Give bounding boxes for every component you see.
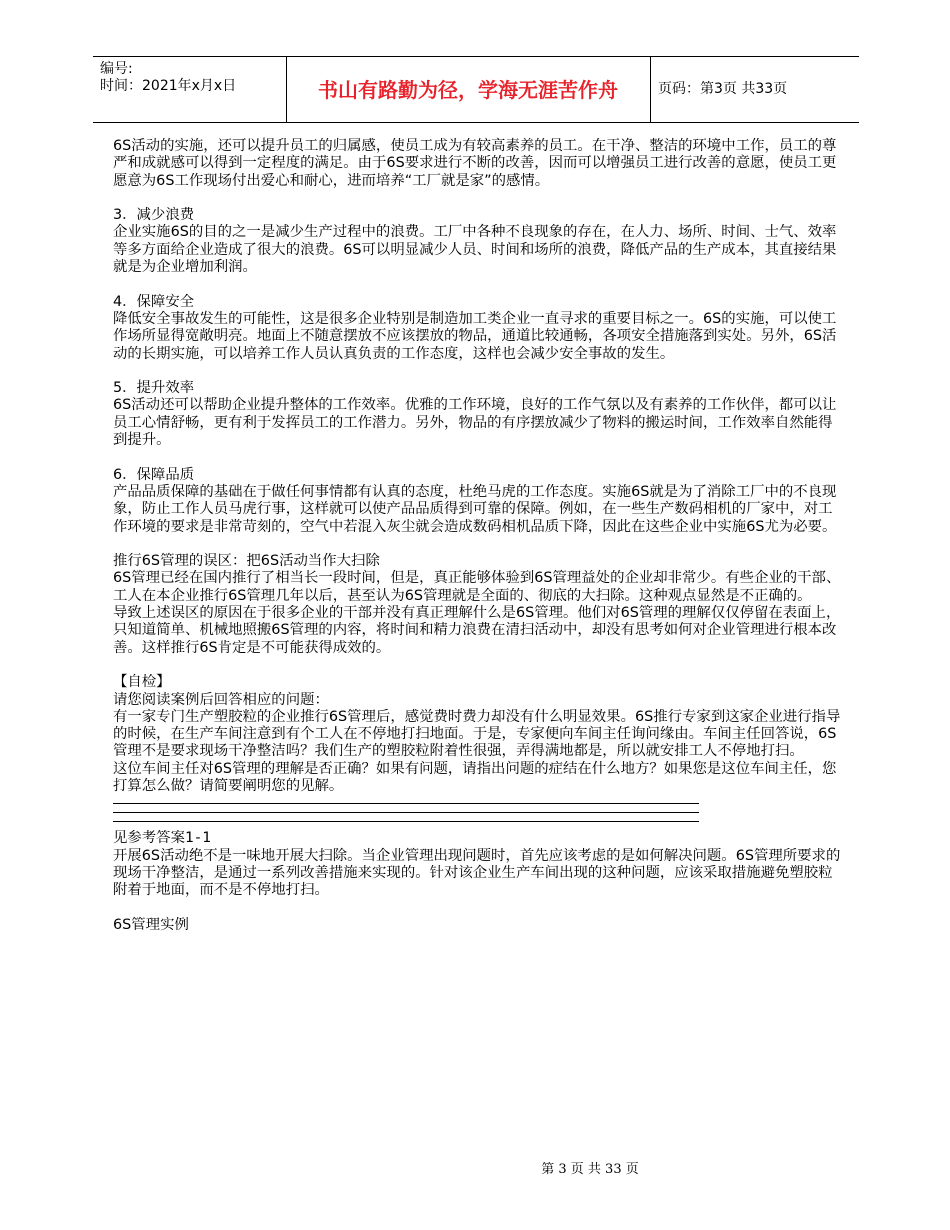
- header-divider-right: [650, 56, 651, 122]
- section-heading: 6．保障品质: [113, 466, 195, 483]
- header-top-rule: [93, 56, 859, 57]
- document-body: [113, 138, 845, 934]
- footer-page-number: 第 3 页 共 33 页: [541, 1162, 639, 1177]
- section-heading: 推行6S管理的误区：把6S活动当作大扫除: [113, 553, 380, 570]
- paragraph: 产品品质保障的基础在于做任何事情都有认真的态度，杜绝马虎的工作态度。实施6S就是为了消除工厂中的不良现象，防止工作人员马虎行事，这样就可以使产品品质得到可靠的保障。例如，在一些生产数码相机的厂家中，对工作环境的要求是非常苛刻的，空气中若混入灰尘就会造成数码相机品质下降，因此在这些企业中实施6S尤为必要。: [113, 483, 837, 535]
- paragraph: 6S活动的实施，还可以提升员工的归属感，使员工成为有较高素养的员工。在干净、整洁的环境中工作，员工的尊严和成就感可以得到一定程度的满足。由于6S要求进行不断的改善，因而可以增强员工进行改善的意愿，使员工更愿意为6S工作现场付出爱心和耐心，进而培养“工厂就是家”的感情。: [113, 138, 837, 189]
- paragraph: 6S管理已经在国内推行了相当长一段时间，但是，真正能够体验到6S管理益处的企业却非常少。有些企业的干部、工人在本企业推行6S管理几年以后，甚至认为6S管理就是全面的、彻底的大扫除。这种观点显然是不正确的。: [113, 570, 841, 604]
- paragraph: 这位车间主任对6S管理的理解是否正确？如果有问题，请指出问题的症结在什么地方？如果您是这位车间主任，您打算怎么做？请简要阐明您的见解。: [113, 760, 837, 794]
- header-bottom-rule: [93, 122, 859, 123]
- section-heading: 见参考答案1-1: [113, 830, 211, 847]
- header-motto: 书山有路勤为径，学海无涯苦作舟: [318, 78, 618, 102]
- header-number-label: 编号:: [100, 61, 133, 77]
- section-heading: 5．提升效率: [113, 380, 195, 397]
- page-footer: [0, 1158, 950, 1177]
- section-heading: 【自检】: [113, 674, 171, 691]
- paragraph: 开展6S活动绝不是一味地开展大扫除。当企业管理出现问题时，首先应该考虑的是如何解决问题。6S管理所要求的现场干净整洁，是通过一系列改善措施来实现的。针对该企业生产车间出现的这种问题，应该采取措施避免塑胶粒附着于地面，而不是不停地打扫。: [113, 847, 841, 899]
- section-heading: 3．减少浪费: [113, 207, 195, 224]
- answer-line: [113, 821, 699, 822]
- paragraph: 导致上述误区的原因在于很多企业的干部并没有真正理解什么是6S管理。他们对6S管理的理解仅仅停留在表面上，只知道简单、机械地照搬6S管理的内容，将时间和精力浪费在清扫活动中，却没有思考如何对企业管理进行根本改善。这样推行6S肯定是不可能获得成效的。: [113, 605, 841, 656]
- paragraph: 降低安全事故发生的可能性，这是很多企业特别是制造加工类企业一直寻求的重要目标之一。6S的实施，可以使工作场所显得宽敞明亮。地面上不随意摆放不应该摆放的物品，通道比较通畅，各项安全措施落到实处。另外，6S活动的长期实施，可以培养工作人员认真负责的工作态度，这样也会减少安全事故的发生。: [113, 310, 837, 362]
- header-page-label: 页码：第3页 共33页: [658, 81, 788, 97]
- paragraph: 企业实施6S的目的之一是减少生产过程中的浪费。工厂中各种不良现象的存在，在人力、场所、时间、士气、效率等多方面给企业造成了很大的浪费。6S可以明显减少人员、时间和场所的浪费，降低产品的生产成本，其直接结果就是为企业增加利润。: [113, 224, 837, 276]
- answer-line: [113, 812, 699, 813]
- paragraph: 请您阅读案例后回答相应的问题：: [113, 691, 329, 708]
- header-time-label: 时间：2021年x月x日: [100, 78, 237, 94]
- paragraph: 有一家专门生产塑胶粒的企业推行6S管理后，感觉费时费力却没有什么明显效果。6S推行专家到这家企业进行指导的时候，在生产车间注意到有个工人在不停地打扫地面。于是，专家便向车间主任询问缘由。车间主任回答说，6S管理不是要求现场干净整洁吗？我们生产的塑胶粒附着性很强，弄得满地都是，所以就安排工人不停地打扫。: [113, 708, 841, 760]
- answer-line: [113, 803, 699, 804]
- section-heading: 4．保障安全: [113, 293, 195, 310]
- section-heading: 6S管理实例: [113, 916, 189, 933]
- paragraph: 6S活动还可以帮助企业提升整体的工作效率。优雅的工作环境，良好的工作气氛以及有素养的工作伙伴，都可以让员工心情舒畅，更有利于发挥员工的工作潜力。另外，物品的有序摆放减少了物料的搬运时间，工作效率自然能得到提升。: [113, 397, 837, 449]
